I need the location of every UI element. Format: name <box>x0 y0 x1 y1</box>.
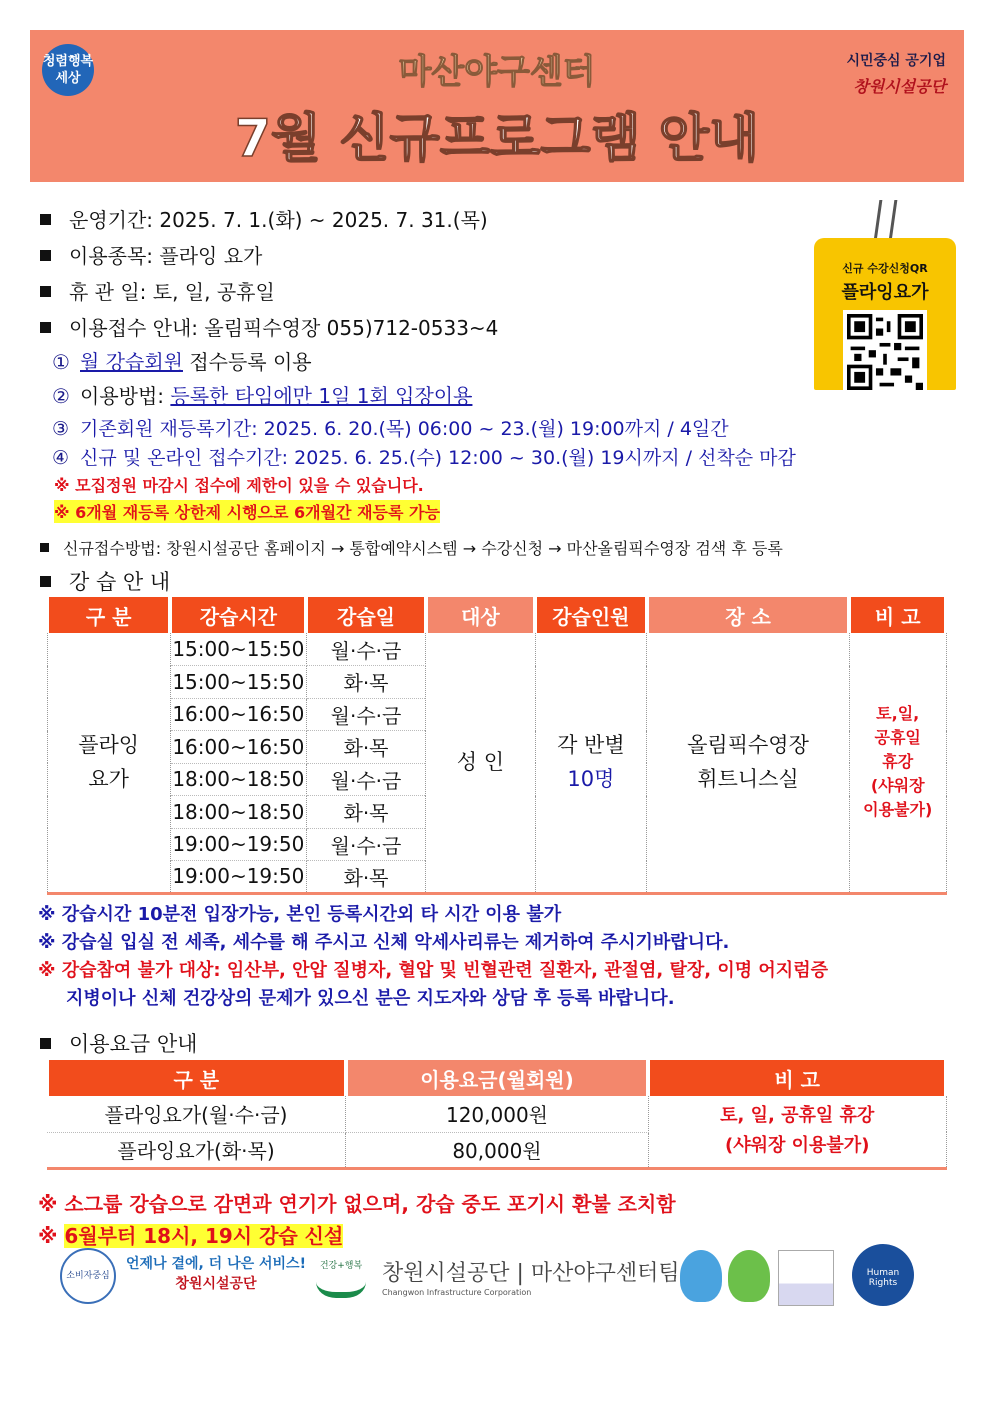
square-bullet-icon <box>40 322 51 333</box>
corp-logo: 창원시설공단 | 마산야구센터팀 <box>382 1261 680 1286</box>
fee-header-row <box>47 1060 946 1096</box>
capacity-line-1: 각 반별 <box>557 733 625 758</box>
item-text: 이용종목: 플라잉 요가 <box>69 244 263 268</box>
org-tagline: 시민중심 공기업 <box>846 53 946 69</box>
info-contact <box>40 312 498 341</box>
col-days: 강습일 <box>306 597 425 633</box>
note-line: 토,일, <box>876 704 920 724</box>
n3-number: ③ <box>52 418 70 440</box>
col-time: 강습시간 <box>170 597 306 633</box>
days-cell: 월·수·금 <box>306 763 425 796</box>
table-row <box>47 1096 946 1132</box>
human-rights-logo: Human Rights <box>852 1244 914 1306</box>
fee-price-cell: 80,000원 <box>346 1132 649 1168</box>
warn-1: ※ 모집정원 마감시 접수에 제한이 있을 수 있습니다. <box>54 476 424 495</box>
col-category: 구 분 <box>47 597 170 633</box>
square-bullet-icon <box>40 286 51 297</box>
schedule-title-text: 강 습 안 내 <box>69 570 171 594</box>
time-cell: 15:00~15:50 <box>170 666 306 699</box>
info-closed <box>40 276 275 305</box>
warn-2: ※ 6개월 재등록 상한제 시행으로 6개월간 재등록 가능 <box>54 500 440 523</box>
days-cell: 월·수·금 <box>306 633 425 666</box>
n1-text: 접수등록 이용 <box>182 350 312 374</box>
fee-price-cell: 120,000원 <box>346 1096 649 1132</box>
integrity-logo-text: 청렴행복세상 <box>42 54 94 86</box>
time-cell: 19:00~19:50 <box>170 861 306 894</box>
col-target: 대상 <box>426 597 535 633</box>
time-cell: 18:00~18:50 <box>170 763 306 796</box>
fee-col-category: 구 분 <box>47 1060 346 1096</box>
time-cell: 15:00~15:50 <box>170 633 306 666</box>
bottom-note-1: ※ 소그룹 강습으로 감면과 연기가 없으며, 강습 중도 포기시 환불 조치함 <box>38 1192 676 1216</box>
col-capacity: 강습인원 <box>535 597 646 633</box>
note-3b: 지병이나 신체 건강상의 문제가 있으신 분은 지도자와 상담 후 등록 바랍니다. <box>66 988 675 1009</box>
square-bullet-icon <box>40 543 49 552</box>
footer-logos <box>60 1244 920 1314</box>
days-cell: 화·목 <box>306 861 425 894</box>
schedule-header-row <box>47 597 946 633</box>
qr-code-icon <box>847 314 923 390</box>
corp-logo-english: Changwon Infrastructure Corporation <box>382 1288 532 1297</box>
schedule-table <box>45 597 948 895</box>
fee-note-line-2: (샤워장 이용불가) <box>724 1135 870 1157</box>
fee-section-title <box>40 1028 197 1058</box>
fee-note-cell <box>648 1096 946 1168</box>
health-logo: 건강+행복 <box>316 1258 366 1298</box>
square-bullet-icon <box>40 214 51 225</box>
info-n4 <box>52 443 796 470</box>
org-logo <box>846 50 946 97</box>
square-bullet-icon <box>40 576 51 587</box>
mascot-2-icon <box>728 1250 770 1302</box>
info-n1 <box>52 346 312 375</box>
n2-label: 이용방법: <box>80 384 171 408</box>
fee-table <box>45 1060 948 1170</box>
fee-col-price: 이용요금(월회원) <box>346 1060 649 1096</box>
target-cell: 성 인 <box>426 633 535 893</box>
ccm-logo: 소비자중심 <box>60 1248 116 1304</box>
slogan-line-2: 창원시설공단 <box>175 1276 257 1292</box>
square-bullet-icon <box>40 250 51 261</box>
info-n3 <box>52 414 729 441</box>
qr-code[interactable] <box>843 310 927 394</box>
fee-col-note: 비 고 <box>648 1060 946 1096</box>
days-cell: 월·수·금 <box>306 698 425 731</box>
note-3a: ※ 강습참여 불가 대상: 임산부, 안압 질병자, 혈압 및 빈혈관련 질환자, 관절염, 탈장, 이명 어지럼증 <box>38 960 828 981</box>
table-row <box>47 633 946 666</box>
place-line-1: 올림픽수영장 <box>687 733 809 758</box>
info-method <box>40 536 783 559</box>
fee-name-cell: 플라잉요가(화·목) <box>47 1132 346 1168</box>
time-cell: 16:00~16:50 <box>170 731 306 764</box>
center-name: 마산야구센터 <box>398 52 596 92</box>
certification-logo <box>778 1250 834 1306</box>
n2-highlight: 등록한 타임에만 1일 1회 입장이용 <box>170 384 473 408</box>
info-n2 <box>52 380 472 409</box>
col-note: 비 고 <box>849 597 946 633</box>
n4-number: ④ <box>52 447 70 469</box>
place-cell <box>647 633 850 893</box>
capacity-line-2: 10명 <box>567 767 615 792</box>
fee-title-text: 이용요금 안내 <box>69 1032 198 1056</box>
place-line-2: 휘트니스실 <box>697 767 799 792</box>
bottom-note-2-mark: ※ <box>38 1224 65 1248</box>
time-cell: 16:00~16:50 <box>170 698 306 731</box>
fee-name-cell: 플라잉요가(월·수·금) <box>47 1096 346 1132</box>
n3-text: 기존회원 재등록기간: 2025. 6. 20.(목) 06:00 ~ 23.(월) 19:00까지 / 4일간 <box>80 418 729 440</box>
n4-text: 신규 및 온라인 접수기간: 2025. 6. 25.(수) 12:00 ~ 30.(월) 19시까지 / 선착순 마감 <box>80 447 796 469</box>
slogan-line-1: 언제나 곁에, 더 나은 서비스! <box>126 1256 306 1272</box>
capacity-cell <box>535 633 646 893</box>
contact-text: 이용접수 안내: 올림픽수영장 055)712-0533~4 <box>69 316 499 340</box>
days-cell: 화·목 <box>306 796 425 829</box>
days-cell: 월·수·금 <box>306 828 425 861</box>
category-line-2: 요가 <box>88 767 129 792</box>
note-line: (샤워장 <box>870 776 925 796</box>
closed-text: 휴 관 일: 토, 일, 공휴일 <box>69 280 275 304</box>
mascot-1-icon <box>680 1250 722 1302</box>
note-1: ※ 강습시간 10분전 입장가능, 본인 등록시간외 타 시간 이용 불가 <box>38 904 562 925</box>
note-line: 휴강 <box>882 752 914 772</box>
note-line: 이용불가) <box>863 800 933 820</box>
page-title: 7월 신규프로그램 안내 <box>234 109 760 169</box>
org-name: 창원시설공단 <box>853 77 946 96</box>
qr-program: 플라잉요가 <box>841 282 929 303</box>
note-cell <box>849 633 946 893</box>
note-line: 공휴일 <box>874 728 921 748</box>
time-cell: 19:00~19:50 <box>170 828 306 861</box>
n2-number: ② <box>52 384 70 408</box>
time-cell: 18:00~18:50 <box>170 796 306 829</box>
header-banner <box>30 30 964 182</box>
bottom-note-2-text: 6월부터 18시, 19시 강습 신설 <box>64 1224 344 1248</box>
schedule-section-title <box>40 566 170 596</box>
period-text: 운영기간: 2025. 7. 1.(화) ~ 2025. 7. 31.(목) <box>69 208 488 232</box>
note-2: ※ 강습실 입실 전 세족, 세수를 해 주시고 신체 악세사리류는 제거하여 주시기바랍니다. <box>38 932 730 953</box>
col-place: 장 소 <box>647 597 850 633</box>
qr-tag <box>814 238 956 390</box>
qr-caption: 신규 수강신청QR <box>842 262 928 275</box>
n1-number: ① <box>52 350 70 374</box>
category-cell <box>47 633 170 893</box>
category-line-1: 플라잉 <box>78 733 140 758</box>
fee-note-line-1: 토, 일, 공휴일 휴강 <box>720 1105 875 1127</box>
slogan <box>126 1254 306 1294</box>
info-item <box>40 240 262 269</box>
square-bullet-icon <box>40 1038 51 1049</box>
days-cell: 화·목 <box>306 731 425 764</box>
days-cell: 화·목 <box>306 666 425 699</box>
n1-highlight: 월 강습회원 <box>80 350 183 374</box>
info-period <box>40 204 488 233</box>
method-text: 신규접수방법: 창원시설공단 홈페이지 → 통합예약시스템 → 수강신청 → 마산올림픽수영장 검색 후 등록 <box>63 539 783 558</box>
